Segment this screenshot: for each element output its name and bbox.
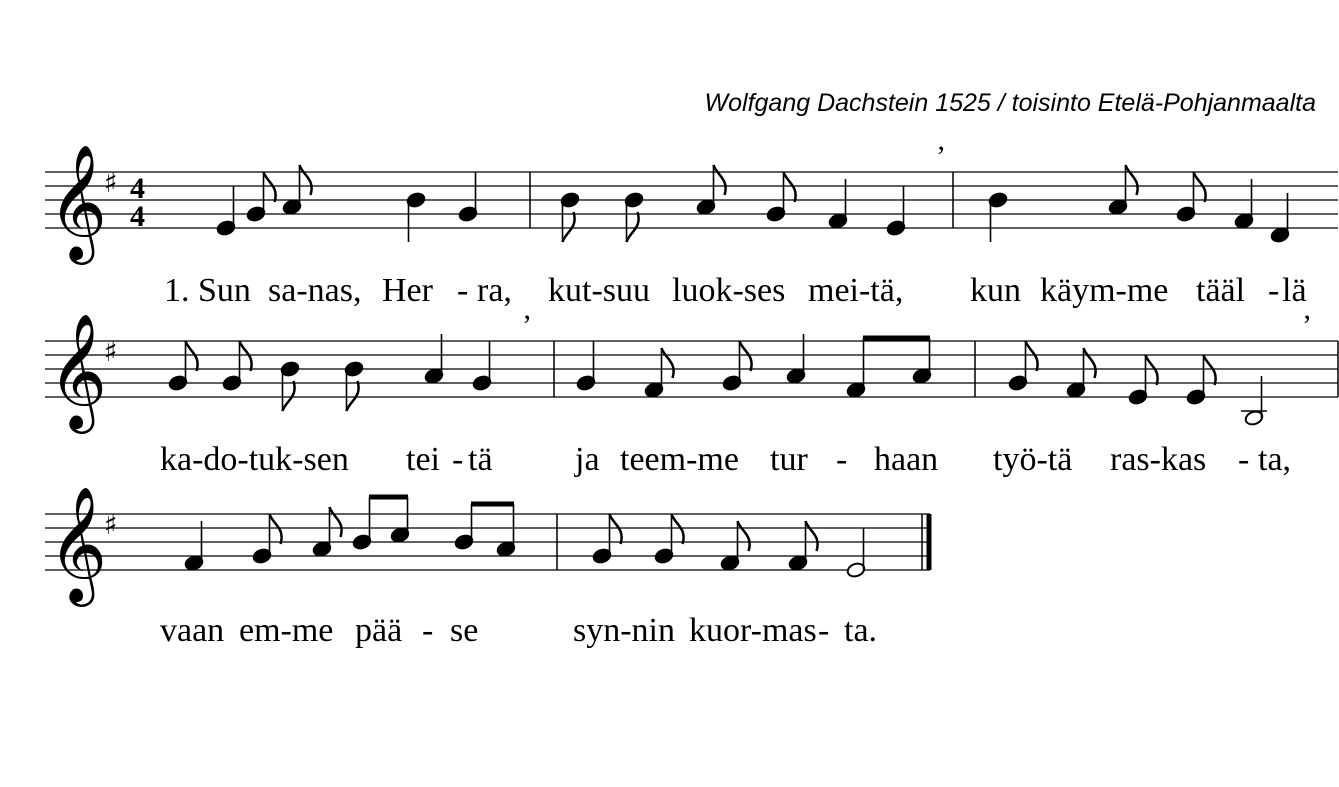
lyric-syllable: luok-ses xyxy=(672,272,786,309)
lyric-syllable: ka-do-tuk-sen xyxy=(160,441,349,478)
lyric-syllable: syn-nin xyxy=(573,612,675,649)
lyric-syllable: - xyxy=(1238,441,1250,478)
lyric-syllable: tääl xyxy=(1196,272,1246,309)
lyrics-layer xyxy=(160,272,1307,649)
eighth-flag xyxy=(563,212,575,242)
lyric-syllable: se xyxy=(450,612,479,649)
lyric-syllable: - xyxy=(836,441,848,478)
lyric-syllable: tä xyxy=(468,441,493,478)
lyric-syllable: Sun xyxy=(198,272,251,309)
eighth-flag xyxy=(1194,172,1206,202)
eighth-flag xyxy=(283,381,295,411)
eighth-flag xyxy=(347,381,359,411)
eighth-flag xyxy=(662,348,674,378)
key-signature-sharp-icon: ♯ xyxy=(104,335,118,368)
eighth-flag xyxy=(270,514,282,544)
lyric-syllable: sa-nas, xyxy=(268,272,362,309)
lyric-syllable: - xyxy=(422,612,434,649)
eighth-flag xyxy=(186,341,198,371)
time-signature-top: 4 xyxy=(130,172,145,205)
eighth-flag xyxy=(1026,341,1038,371)
lyric-syllable: - xyxy=(818,612,830,649)
lyric-syllable: vaan xyxy=(160,612,225,649)
eighth-flag xyxy=(300,165,312,195)
time-signature-bottom: 4 xyxy=(130,200,145,233)
lyric-syllable: kun xyxy=(970,272,1021,309)
lyric-syllable: 1. xyxy=(164,272,190,309)
breath-mark: ’ xyxy=(1302,309,1312,342)
lyric-syllable: ras-kas xyxy=(1110,441,1207,478)
lyric-syllable: - xyxy=(457,272,469,309)
lyric-syllable: Her xyxy=(382,272,433,309)
eighth-flag xyxy=(330,507,342,537)
eighth-flag xyxy=(738,521,750,551)
lyric-syllable: ra, xyxy=(477,272,512,309)
eighth-flag xyxy=(1126,165,1138,195)
breath-mark: ’ xyxy=(936,140,946,173)
lyric-syllable: kut-suu xyxy=(548,272,650,309)
treble-clef-icon: 𝄞 xyxy=(48,312,108,429)
lyric-syllable: ja xyxy=(575,441,600,478)
eighth-flag xyxy=(1204,355,1216,385)
lyric-syllable: - xyxy=(452,441,464,478)
eighth-flag xyxy=(610,514,622,544)
composer-credit: Wolfgang Dachstein 1525 / toisinto Etelä-Pohjanmaalta xyxy=(704,89,1316,117)
breath-mark: ’ xyxy=(522,309,532,342)
lyric-syllable: käym-me xyxy=(1040,272,1169,309)
eighth-flag xyxy=(240,341,252,371)
treble-clef-icon: 𝄞 xyxy=(48,143,108,260)
eighth-flag xyxy=(1146,355,1158,385)
lyric-syllable: mei-tä, xyxy=(808,272,904,309)
lyric-syllable: kuor-mas xyxy=(689,612,817,649)
key-signature-sharp-icon: ♯ xyxy=(104,166,118,199)
eighth-flag xyxy=(740,341,752,371)
treble-clef-icon: 𝄞 xyxy=(48,485,108,602)
lyric-syllable: tei xyxy=(406,441,440,478)
lyric-syllable: em-me xyxy=(239,612,334,649)
eighth-flag xyxy=(784,172,796,202)
staff-system-1 xyxy=(45,172,1338,228)
lyric-syllable: lä xyxy=(1282,272,1307,309)
eighth-flag xyxy=(1084,348,1096,378)
lyric-syllable: ta. xyxy=(844,612,878,649)
lyric-syllable: tur xyxy=(770,441,808,478)
lyric-syllable: työ-tä xyxy=(993,441,1073,478)
lyric-syllable: pää xyxy=(355,612,403,649)
key-signature-sharp-icon: ♯ xyxy=(104,508,118,541)
lyric-syllable: - xyxy=(1268,272,1280,309)
eighth-flag xyxy=(714,165,726,195)
notes-layer xyxy=(168,140,1338,579)
lyric-syllable: teem-me xyxy=(620,441,739,478)
eighth-flag xyxy=(806,521,818,551)
eighth-flag xyxy=(627,212,639,242)
lyric-syllable: ta, xyxy=(1258,441,1292,478)
eighth-flag xyxy=(264,172,276,202)
lyric-syllable: haan xyxy=(874,441,939,478)
eighth-flag xyxy=(672,514,684,544)
